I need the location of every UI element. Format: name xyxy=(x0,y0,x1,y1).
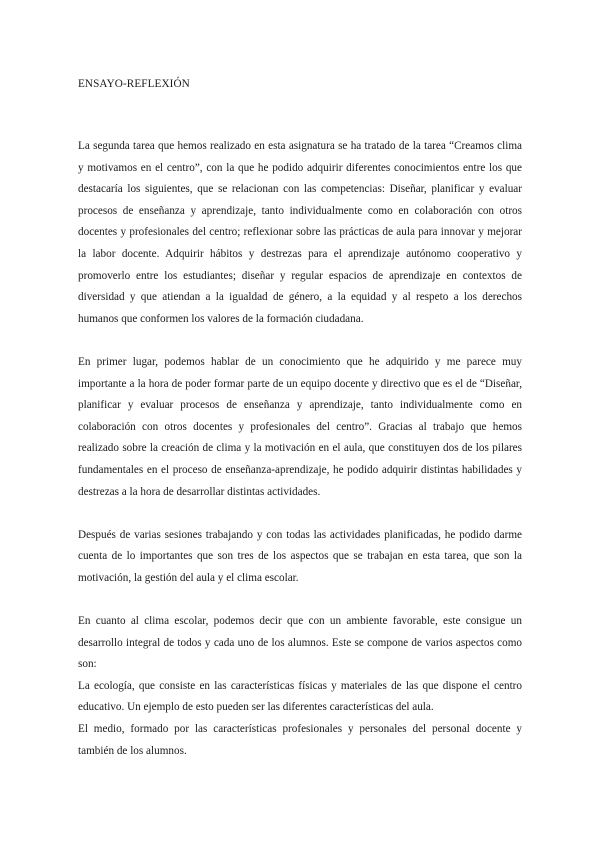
paragraph-first-point: En primer lugar, podemos hablar de un conocimiento que he adquirido y me parece muy importante a la hora de poder formar parte de un equipo docente y directivo que es el de “Diseñar, planificar y evaluar procesos de enseñanza y aprendizaje, tanto individualmente como en colaboración con otros docentes y profesionales del centro”. Gracias al trabajo que hemos realizado sobre la creación de clima y la motivación en el aula, que constituyen dos de los pilares fundamentales en el proceso de enseñanza-aprendizaje, he podido adquirir distintas habilidades y destrezas a la hora de desarrollar distintas actividades. xyxy=(78,355,522,498)
paragraph-gap xyxy=(78,503,522,525)
paragraph-ecology: La ecología, que consiste en las características físicas y materiales de las que dispone el centro educativo. Un ejemplo de esto pueden ser las diferentes características del aula. xyxy=(78,679,522,714)
document-title: ENSAYO-REFLEXIÓN xyxy=(78,78,190,90)
paragraph-gap xyxy=(78,589,522,611)
paragraph-school-climate: En cuanto al clima escolar, podemos decir que con un ambiente favorable, este consigue un desarrollo integral de todos y cada uno de los alumnos. Este se compone de varios aspectos como son: xyxy=(78,615,522,671)
paragraph-environment: El medio, formado por las características profesionales y personales del personal docente y también de los alumnos. xyxy=(78,723,522,757)
paragraph-gap xyxy=(78,330,522,352)
paragraph-sessions: Después de varias sesiones trabajando y con todas las actividades planificadas, he podido darme cuenta de lo importantes que son tres de los aspectos que se trabajan en esta tarea, que son la motivación, la gestión del aula y el clima escolar. xyxy=(78,528,522,584)
document-body xyxy=(78,136,522,762)
paragraph-intro: La segunda tarea que hemos realizado en esta asignatura se ha tratado de la tarea “Creamos clima y motivamos en el centro”, con la que he podido adquirir diferentes conocimientos entre los que destacaría los siguientes, que se relacionan con las competencias: Diseñar, planificar y evaluar procesos de enseñanza y aprendizaje, tanto individualmente como en colaboración con otros docentes y profesionales del centro; reflexionar sobre las prácticas de aula para innovar y mejorar la labor docente. Adquirir hábitos y destrezas para el aprendizaje autónomo cooperativo y promoverlo entre los estudiantes; diseñar y regular espacios de aprendizaje en contextos de diversidad y que atiendan a la igualdad de género, a la equidad y al respeto a los derechos humanos que conformen los valores de la formación ciudadana. xyxy=(78,140,522,325)
